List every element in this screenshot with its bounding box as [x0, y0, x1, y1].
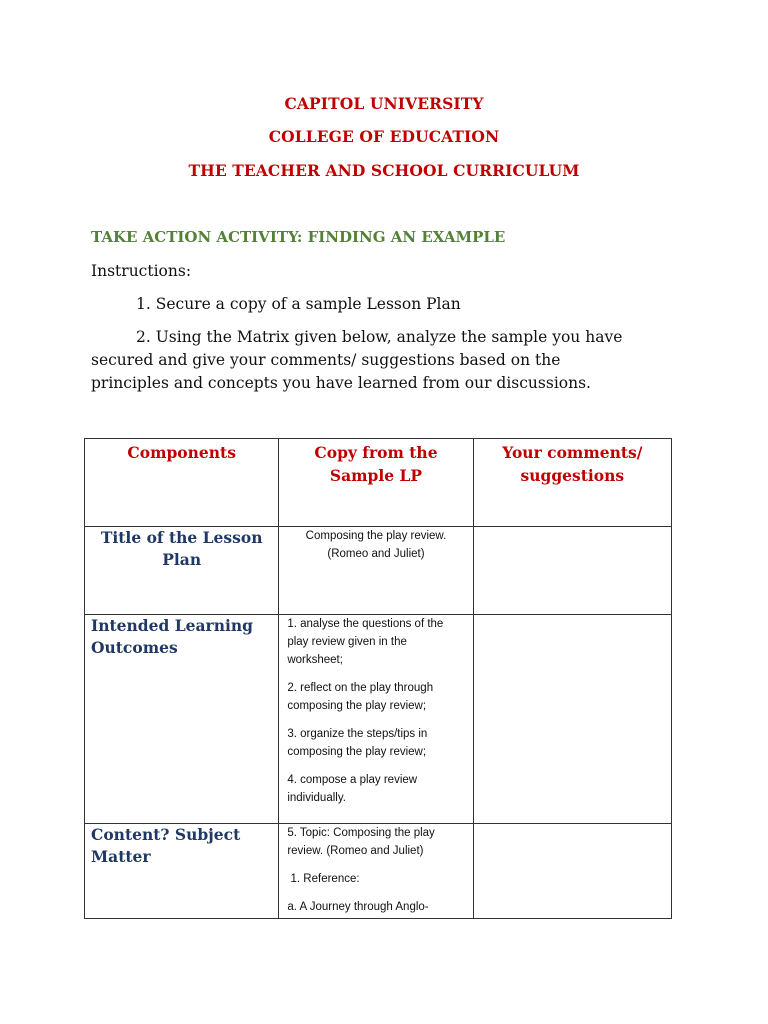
- comments-cell[interactable]: [473, 615, 671, 824]
- ilo-item-1: 1. analyse the questions of the play review given in the worksheet;: [287, 618, 444, 666]
- header-copy-label-line-2: Sample LP: [329, 466, 423, 485]
- instruction-step-2-line-2: secured and give your comments/ suggestions based on the: [91, 351, 561, 369]
- table-row: [85, 527, 672, 615]
- header-comments: [473, 439, 671, 527]
- content-item-1: 5. Topic: Composing the play review. (Romeo and Juliet): [287, 827, 435, 857]
- ilo-item-3: 3. organize the steps/tips in composing the play review;: [287, 728, 428, 758]
- header-copy-label-line-1: Copy from the: [314, 443, 438, 462]
- header-comments-label-line-1: Your comments/: [502, 443, 643, 462]
- header-components-label: Components: [127, 443, 236, 462]
- copy-title-line-1: Composing the play review.: [305, 530, 447, 542]
- instruction-step-2: [91, 326, 691, 395]
- college-heading: COLLEGE OF EDUCATION: [268, 127, 500, 146]
- lesson-plan-matrix: [84, 438, 672, 919]
- ilo-item-2: 2. reflect on the play through composing the play review;: [287, 682, 434, 712]
- component-cell: [85, 615, 279, 824]
- copy-cell: [279, 615, 473, 824]
- course-heading: THE TEACHER AND SCHOOL CURRICULUM: [188, 161, 580, 180]
- instruction-step-1: 1. Secure a copy of a sample Lesson Plan: [136, 295, 461, 313]
- ilo-item-4: 4. compose a play review individually.: [287, 774, 418, 804]
- component-cell: [85, 824, 279, 919]
- instructions-label: Instructions:: [91, 262, 192, 280]
- copy-cell: [279, 527, 473, 615]
- activity-title: TAKE ACTION ACTIVITY: FINDING AN EXAMPLE: [91, 228, 506, 246]
- component-cell: [85, 527, 279, 615]
- header-copy: [279, 439, 473, 527]
- component-content: Content? Subject Matter: [91, 825, 241, 866]
- university-heading: CAPITOL UNIVERSITY: [284, 94, 484, 113]
- header-components: [85, 439, 279, 527]
- table-row: [85, 615, 672, 824]
- header-comments-label-line-2: suggestions: [520, 466, 625, 485]
- comments-cell[interactable]: [473, 527, 671, 615]
- copy-cell: [279, 824, 473, 919]
- instruction-step-2-line-3: principles and concepts you have learned from our discussions.: [91, 374, 591, 392]
- copy-title-line-2: (Romeo and Juliet): [327, 548, 425, 560]
- table-header-row: [85, 439, 672, 527]
- content-item-2: 1. Reference:: [287, 873, 360, 885]
- content-item-3: a. A Journey through Anglo-: [287, 901, 429, 913]
- table-row: [85, 824, 672, 919]
- component-title: Title of the Lesson Plan: [100, 528, 263, 569]
- component-ilo: Intended Learning Outcomes: [91, 616, 253, 657]
- comments-cell[interactable]: [473, 824, 671, 919]
- instruction-step-2-line-1: 2. Using the Matrix given below, analyze the sample you have: [136, 328, 623, 346]
